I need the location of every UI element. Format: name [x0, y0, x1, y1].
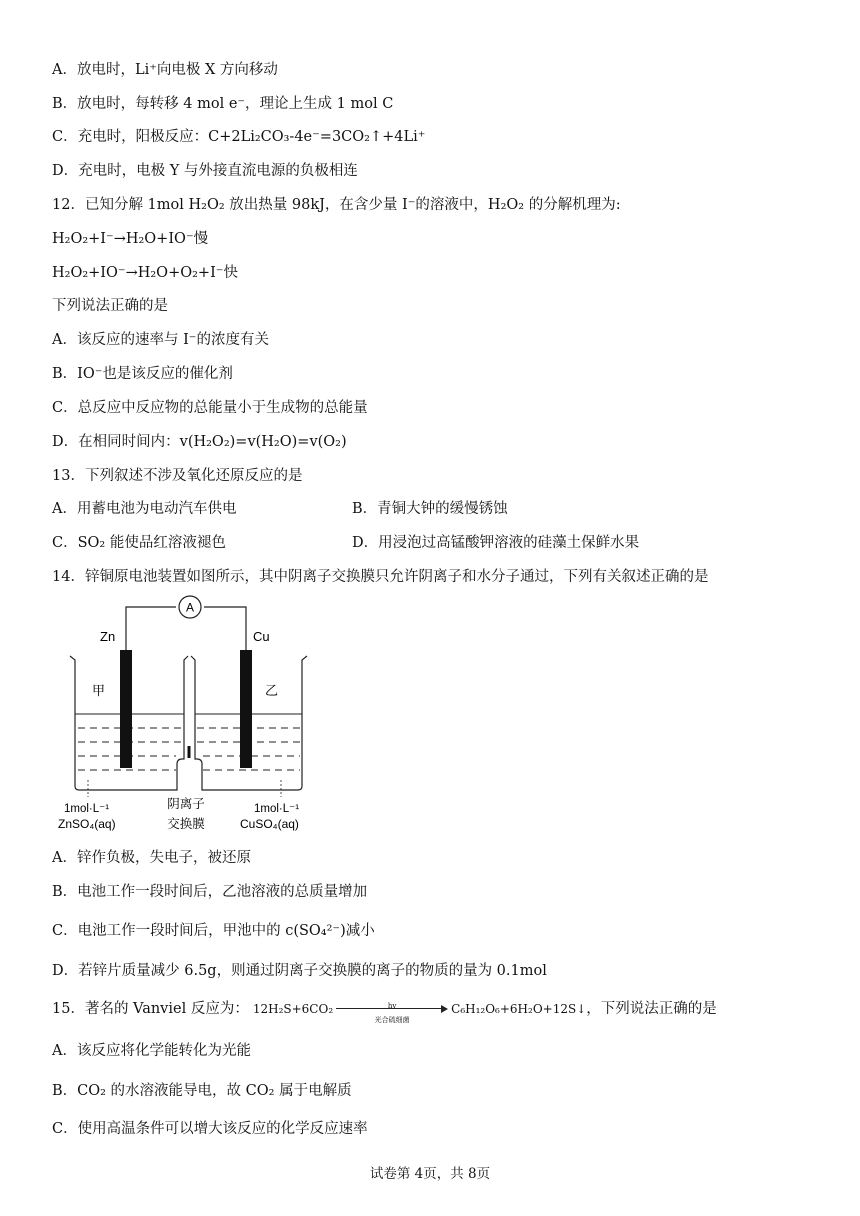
wire-right — [204, 607, 246, 650]
leader-lines — [88, 780, 281, 797]
membrane-label-line1: 阴离子 — [167, 797, 205, 811]
q13-option-d: D．用浸泡过高锰酸钾溶液的硅藻土保鲜水果 — [352, 535, 640, 551]
q15-stem — [52, 999, 717, 1024]
q11-option-d: D．充电时，电极 Y 与外接直流电源的负极相连 — [52, 163, 358, 179]
q12-option-c: C．总反应中反应物的总能量小于生成物的总能量 — [52, 400, 368, 416]
q15-option-b: B．CO₂ 的水溶液能导电，故 CO₂ 属于电解质 — [52, 1083, 352, 1099]
q15-stem-suffix: ，下列说法正确的是 — [586, 1001, 717, 1017]
zn-label: Zn — [100, 629, 116, 644]
q11-option-c: C．充电时，阳极反应：C+2Li₂CO₃-4e⁻=3CO₂↑+4Li⁺ — [52, 129, 426, 145]
q12-option-b: B．IO⁻也是该反应的催化剂 — [52, 366, 233, 382]
cu-label: Cu — [253, 629, 270, 644]
wire-left — [126, 607, 176, 650]
q14-option-c: C．电池工作一段时间后，甲池中的 c(SO₄²⁻)减小 — [52, 923, 375, 939]
q11-option-a: A．放电时，Li⁺向电极 X 方向移动 — [52, 62, 278, 78]
q15-reactants: 12H₂S+6CO₂ — [252, 1002, 334, 1016]
q13-option-c: C．SO₂ 能使品红溶液褪色 — [52, 535, 226, 551]
q15-option-a: A．该反应将化学能转化为光能 — [52, 1043, 251, 1059]
left-concentration-label: 1mol·L⁻¹ — [64, 803, 110, 815]
q13-stem: 13．下列叙述不涉及氧化还原反应的是 — [52, 468, 303, 484]
q15-option-c: C．使用高温条件可以增大该反应的化学反应速率 — [52, 1121, 368, 1137]
q12-stem: 12．已知分解 1mol H₂O₂ 放出热量 98kJ，在含少量 I⁻的溶液中，H₂O₂ 的分解机理为: — [52, 197, 621, 213]
reaction-condition-top: hv — [387, 1002, 397, 1010]
anion-exchange-membrane — [188, 746, 191, 758]
q15-stem-prefix: 15．著名的 Vanviel 反应为： — [52, 1001, 249, 1017]
q12-prompt: 下列说法正确的是 — [52, 298, 168, 314]
cell-yi-label: 乙 — [265, 683, 279, 698]
q12-option-d: D．在相同时间内：v(H₂O₂)=v(H₂O)=v(O₂) — [52, 434, 347, 450]
q11-option-b: B．放电时，每转移 4 mol e⁻，理论上生成 1 mol C — [52, 96, 394, 112]
q14-stem: 14．锌铜原电池装置如图所示，其中阴离子交换膜只允许阴离子和水分子通过，下列有关叙述正确的是 — [52, 569, 709, 585]
galvanic-cell-diagram — [50, 592, 330, 840]
page-footer: 试卷第 4页，共 8页 — [369, 1166, 491, 1182]
q12-mechanism-step2: H₂O₂+IO⁻→H₂O+O₂+I⁻快 — [52, 265, 238, 281]
q12-option-a: A．该反应的速率与 I⁻的浓度有关 — [52, 332, 269, 348]
left-solution-label: ZnSO₄(aq) — [58, 817, 116, 831]
cu-electrode — [240, 650, 252, 768]
cell-jia-label: 甲 — [92, 683, 106, 698]
q15-products: C₆H₁₂O₆+6H₂O+12S↓ — [451, 1002, 587, 1016]
q13-option-a: A．用蓄电池为电动汽车供电 — [52, 501, 237, 517]
reaction-arrow — [336, 999, 448, 1024]
q14-option-d: D．若锌片质量减少 6.5g，则通过阴离子交换膜的离子的物质的量为 0.1mol — [52, 963, 547, 979]
q12-mechanism-step1: H₂O₂+I⁻→H₂O+IO⁻慢 — [52, 231, 209, 247]
zn-electrode — [120, 650, 132, 768]
ammeter-label: A — [185, 600, 195, 615]
membrane-label-line2: 交换膜 — [167, 817, 205, 831]
right-concentration-label: 1mol·L⁻¹ — [254, 803, 300, 815]
q14-option-b: B．电池工作一段时间后，乙池溶液的总质量增加 — [52, 884, 368, 900]
q13-option-b: B．青铜大钟的缓慢锈蚀 — [352, 501, 508, 517]
right-solution-label: CuSO₄(aq) — [240, 817, 299, 831]
reaction-condition-bottom: 光合硫细菌 — [374, 1016, 410, 1024]
q14-option-a: A．锌作负极，失电子，被还原 — [52, 850, 251, 866]
